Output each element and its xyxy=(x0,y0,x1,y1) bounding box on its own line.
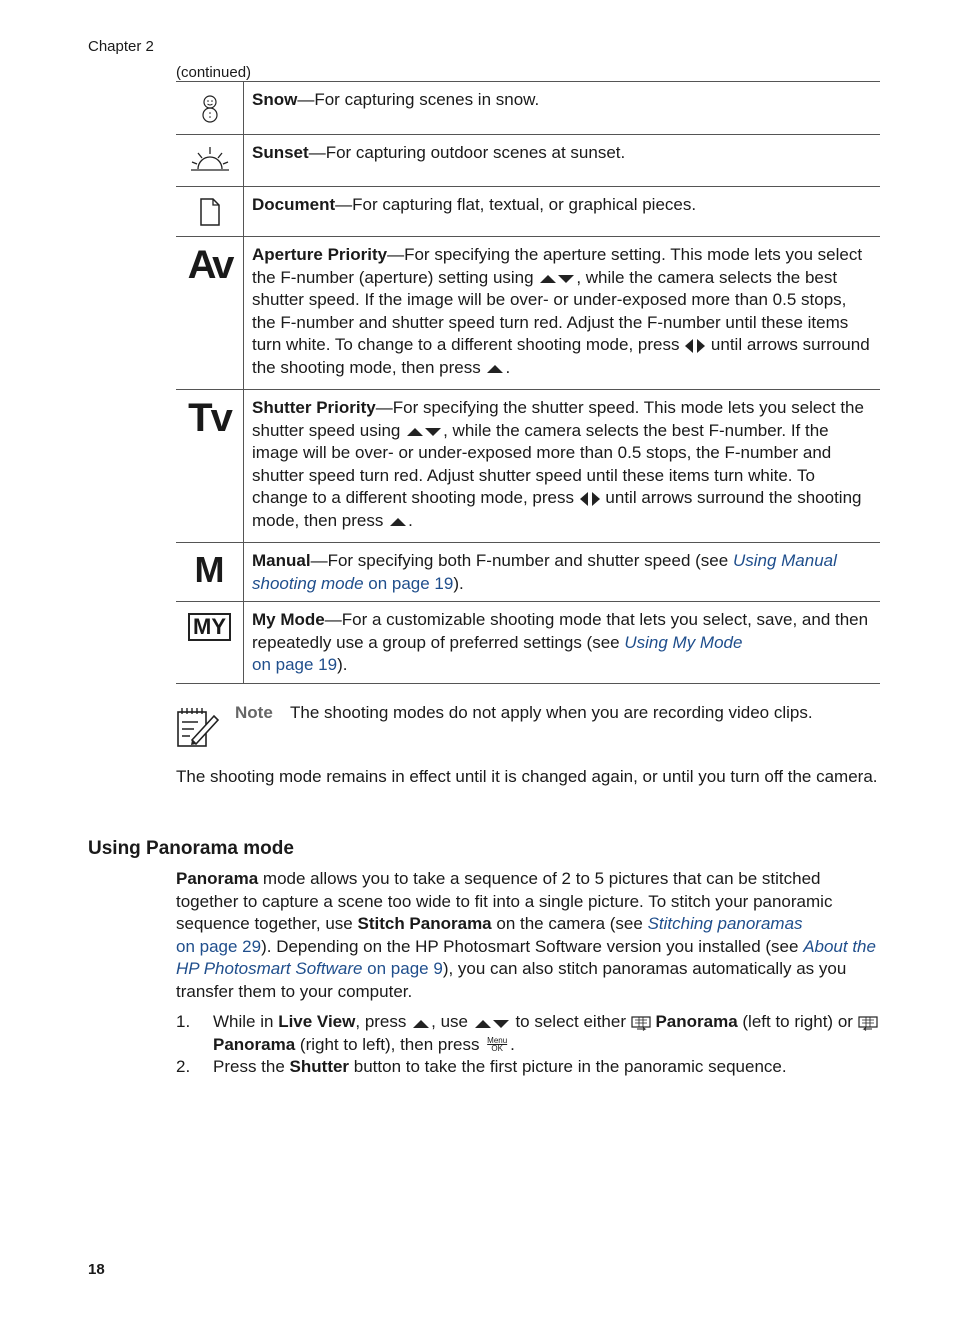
aperture-priority-icon: Av xyxy=(187,243,232,287)
panorama-left-to-right-icon xyxy=(631,1015,651,1031)
note-pencil-icon xyxy=(176,706,220,748)
section-heading: Using Panorama mode xyxy=(88,838,294,859)
stitching-panoramas-link[interactable]: Stitching panoramas on page 29 xyxy=(176,914,803,956)
up-arrow-icon xyxy=(485,362,505,374)
chapter-label: Chapter 2 xyxy=(88,38,154,55)
mode-description: , while the camera selects the best F-number. If the image will be over- or under-exposed more than 0.5 stops, the F-number and shutter speed turn red. Adjust shutter speed until these items turn white. To change to a different shooting mode, press xyxy=(252,420,832,507)
mode-description: until arrows surround the shooting mode, then press xyxy=(252,488,862,530)
shooting-modes-table xyxy=(176,81,880,684)
shutter-priority-icon: Tv xyxy=(188,396,231,440)
left-right-arrows-icon xyxy=(684,338,706,354)
document-icon xyxy=(198,197,222,227)
my-mode-icon: MY xyxy=(188,613,231,641)
panorama-paragraph: Panorama mode allows you to take a sequence of 2 to 5 pictures that can be stitched together to capture a scene too wide to fit into a single picture. To stitch your panoramic sequence together, use Stitch Panorama on the camera (see Stitching panoramas on page 29). Depending on the HP Photosmart Software version you installed (see About the HP Photosmart Software on page 9), you can also stitch panoramas automatically as you transfer them to your computer. xyxy=(176,869,876,1001)
mode-name: Snow xyxy=(252,90,298,109)
note-text: The shooting modes do not apply when you are recording video clips. xyxy=(290,703,813,722)
panorama-right-to-left-icon xyxy=(858,1015,878,1031)
my-mode-link[interactable]: Using My Mode on page 19 xyxy=(252,632,743,674)
page-number: 18 xyxy=(88,1261,105,1278)
table-row: Av Aperture Priority—For specifying the aperture setting. This mode lets you select the F-number (aperture) setting using , while the camera selects the best shutter speed. If the image will be over- or under-exposed more than 0.5 stops, the F-number and shutter speed turn red. Adjust the F-number until these items turn white. To change to a different shooting mode, press until arrows surround the shooting mode, then press . xyxy=(176,237,880,390)
left-right-arrows-icon xyxy=(579,491,601,507)
up-down-arrows-icon xyxy=(405,425,443,437)
steps-list xyxy=(176,1011,884,1079)
table-row xyxy=(176,82,880,135)
list-item: 1. While in Live View, press , use to select either Panorama (left to right) or Panorama (right to left), then press Menu OK . xyxy=(176,1011,884,1056)
list-item: 2. Press the Shutter button to take the first picture in the panoramic sequence. xyxy=(176,1057,787,1076)
mode-description: —For specifying the aperture setting. This mode lets you select the F-number (aperture) setting using xyxy=(252,245,863,287)
mode-name: Manual xyxy=(252,551,311,570)
table-row: Tv Shutter Priority—For specifying the shutter speed. This mode lets you select the shutter speed using , while the camera selects the best F-number. If the image will be over- or under-exposed more than 0.5 stops, the F-number and shutter speed turn red. Adjust shutter speed until these items turn white. To change to a different shooting mode, press until arrows surround the shooting mode, then press . xyxy=(176,390,880,543)
up-down-arrows-icon xyxy=(538,272,576,284)
up-arrow-icon xyxy=(388,515,408,527)
mode-description: —For specifying the shutter speed. This mode lets you select the shutter speed using xyxy=(252,398,864,440)
mode-description: —For capturing scenes in snow. xyxy=(297,90,540,109)
snow-icon xyxy=(198,94,222,124)
mode-description: —For specifying both F-number and shutter speed (see xyxy=(310,551,733,570)
mode-description: until arrows surround the shooting mode, then press xyxy=(252,335,870,377)
mode-description: —For a customizable shooting mode that lets you select, save, and then repeatedly use a group of preferred settings (see xyxy=(252,610,869,652)
mode-name: Sunset xyxy=(252,143,309,162)
mode-name: Shutter Priority xyxy=(252,398,376,417)
table-row: M Manual—For specifying both F-number and shutter speed (see Using Manual shooting mode on page 19). xyxy=(176,543,880,602)
mode-name: Aperture Priority xyxy=(252,245,388,264)
note-label: Note xyxy=(235,703,273,722)
manual-mode-link[interactable]: Using Manual shooting mode on page 19 xyxy=(252,551,837,593)
manual-icon: M xyxy=(194,549,225,590)
menu-ok-button-icon: Menu OK xyxy=(487,1036,508,1054)
mode-name: My Mode xyxy=(252,610,325,629)
photosmart-software-link[interactable]: About the HP Photosmart Software on page 9 xyxy=(176,936,876,978)
sunset-icon xyxy=(189,145,231,175)
mode-description: , while the camera selects the best shutter speed. If the image will be over- or under-exposed more than 0.5 stops, the F-number and shutter speed turn red. Adjust the F-number until these items turn white. To change to a different shooting mode, press xyxy=(252,267,849,354)
mode-description: —For capturing outdoor scenes at sunset. xyxy=(308,143,626,162)
table-row: MY My Mode—For a customizable shooting mode that lets you select, save, and then repeatedly use a group of preferred settings (see Using My Mode on page 19). xyxy=(176,602,880,684)
mode-description: —For capturing flat, textual, or graphical pieces. xyxy=(335,195,697,214)
table-row xyxy=(176,135,880,187)
up-down-arrows-icon xyxy=(473,1017,511,1029)
mode-effect-paragraph: The shooting mode remains in effect until it is changed again, or until you turn off the camera. xyxy=(176,767,878,786)
continued-label: (continued) xyxy=(176,64,252,81)
table-row xyxy=(176,187,880,237)
mode-name: Document xyxy=(252,195,336,214)
up-arrow-icon xyxy=(411,1017,431,1029)
